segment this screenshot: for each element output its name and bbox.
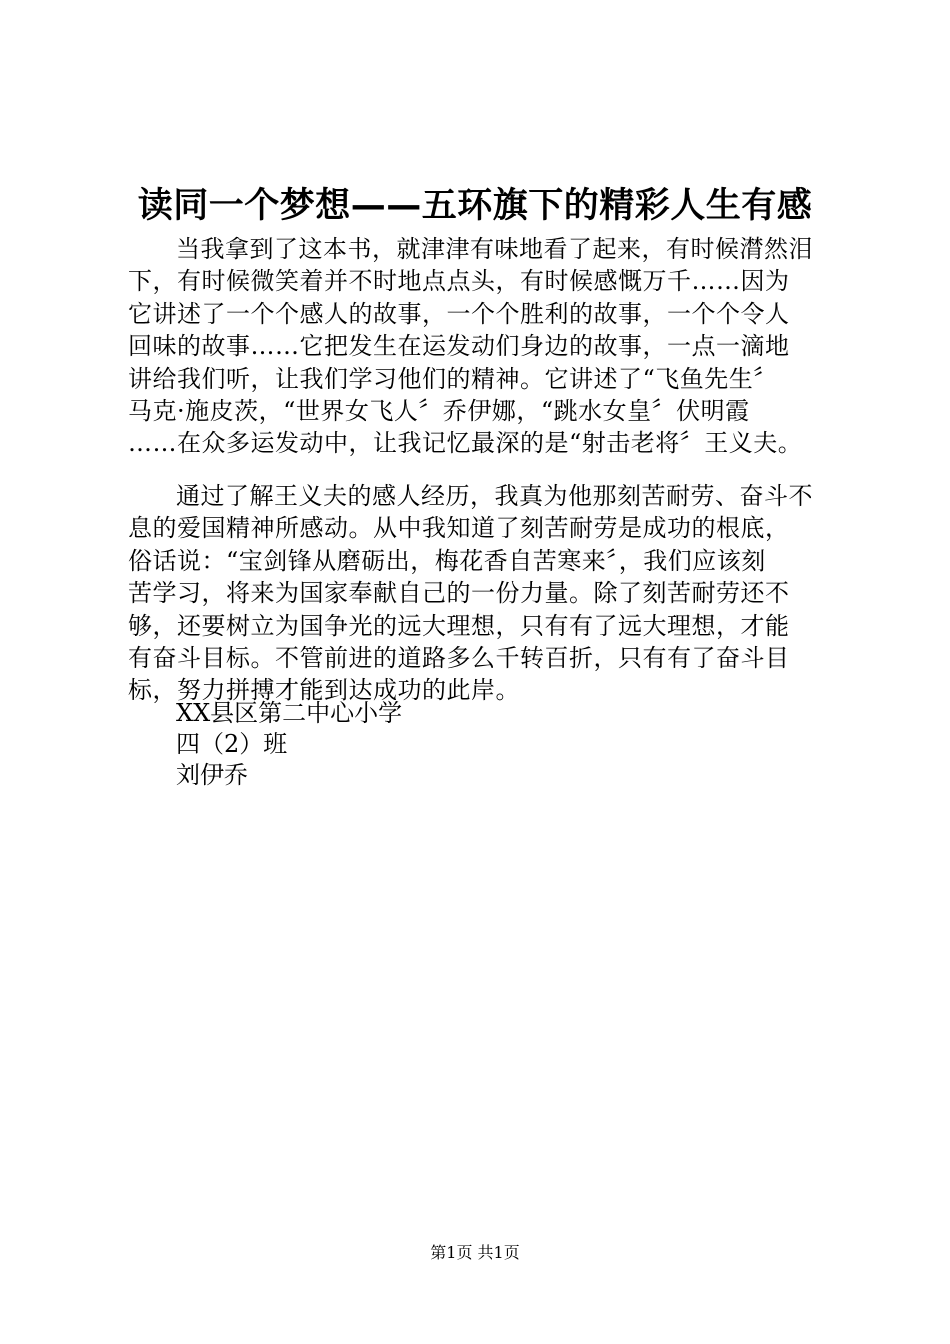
paragraph-line: ……在众多运发动中，让我记忆最深的是“射击老将〞王义夫。 — [128, 429, 803, 458]
page-number-footer: 第1页 共1页 — [430, 1243, 520, 1262]
paragraph-line: 它讲述了一个个感人的故事，一个个胜利的故事，一个个令人 — [128, 299, 790, 328]
paragraph-line: 回味的故事……它把发生在运发动们身边的故事，一点一滴地 — [128, 332, 790, 361]
signature-class: 四（2）班 — [176, 730, 288, 758]
paragraph-line: 够，还要树立为国争光的远大理想，只有有了远大理想，才能 — [128, 611, 790, 640]
signature-name: 刘伊乔 — [176, 761, 248, 789]
paragraph-line: 当我拿到了这本书，就津津有味地看了起来，有时候潸然泪 — [176, 235, 813, 263]
paragraph-2 — [128, 480, 813, 707]
paragraph-line: 马克·施皮茨，“世界女飞人〞乔伊娜，“跳水女皇〞伏明霞 — [128, 397, 750, 426]
paragraph-line: 息的爱国精神所感动。从中我知道了刻苦耐劳是成功的根底， — [128, 514, 790, 543]
paragraph-line: 有奋斗目标。不管前进的道路多么千转百折，只有有了奋斗目 — [128, 644, 790, 673]
paragraph-line: 下，有时候微笑着并不时地点点头，有时候感慨万千……因为 — [128, 267, 790, 296]
paragraph-line: 俗话说：“宝剑锋从磨砺出，梅花香自苦寒来〞，我们应该刻 — [128, 546, 766, 575]
signature-school: XX县区第二中心小学 — [176, 699, 403, 727]
paragraph-line: 讲给我们听，让我们学习他们的精神。它讲述了“飞鱼先生〞 — [128, 364, 778, 393]
paragraph-line: 苦学习，将来为国家奉献自己的一份力量。除了刻苦耐劳还不 — [128, 579, 790, 608]
paragraph-line: 通过了解王义夫的感人经历，我真为他那刻苦耐劳、奋斗不 — [176, 482, 813, 510]
paragraph-line: 标，努力拼搏才能到达成功的此岸。 — [128, 676, 520, 705]
paragraph-1 — [128, 233, 813, 460]
document-title: 读同一个梦想——五环旗下的精彩人生有感 — [137, 186, 813, 226]
